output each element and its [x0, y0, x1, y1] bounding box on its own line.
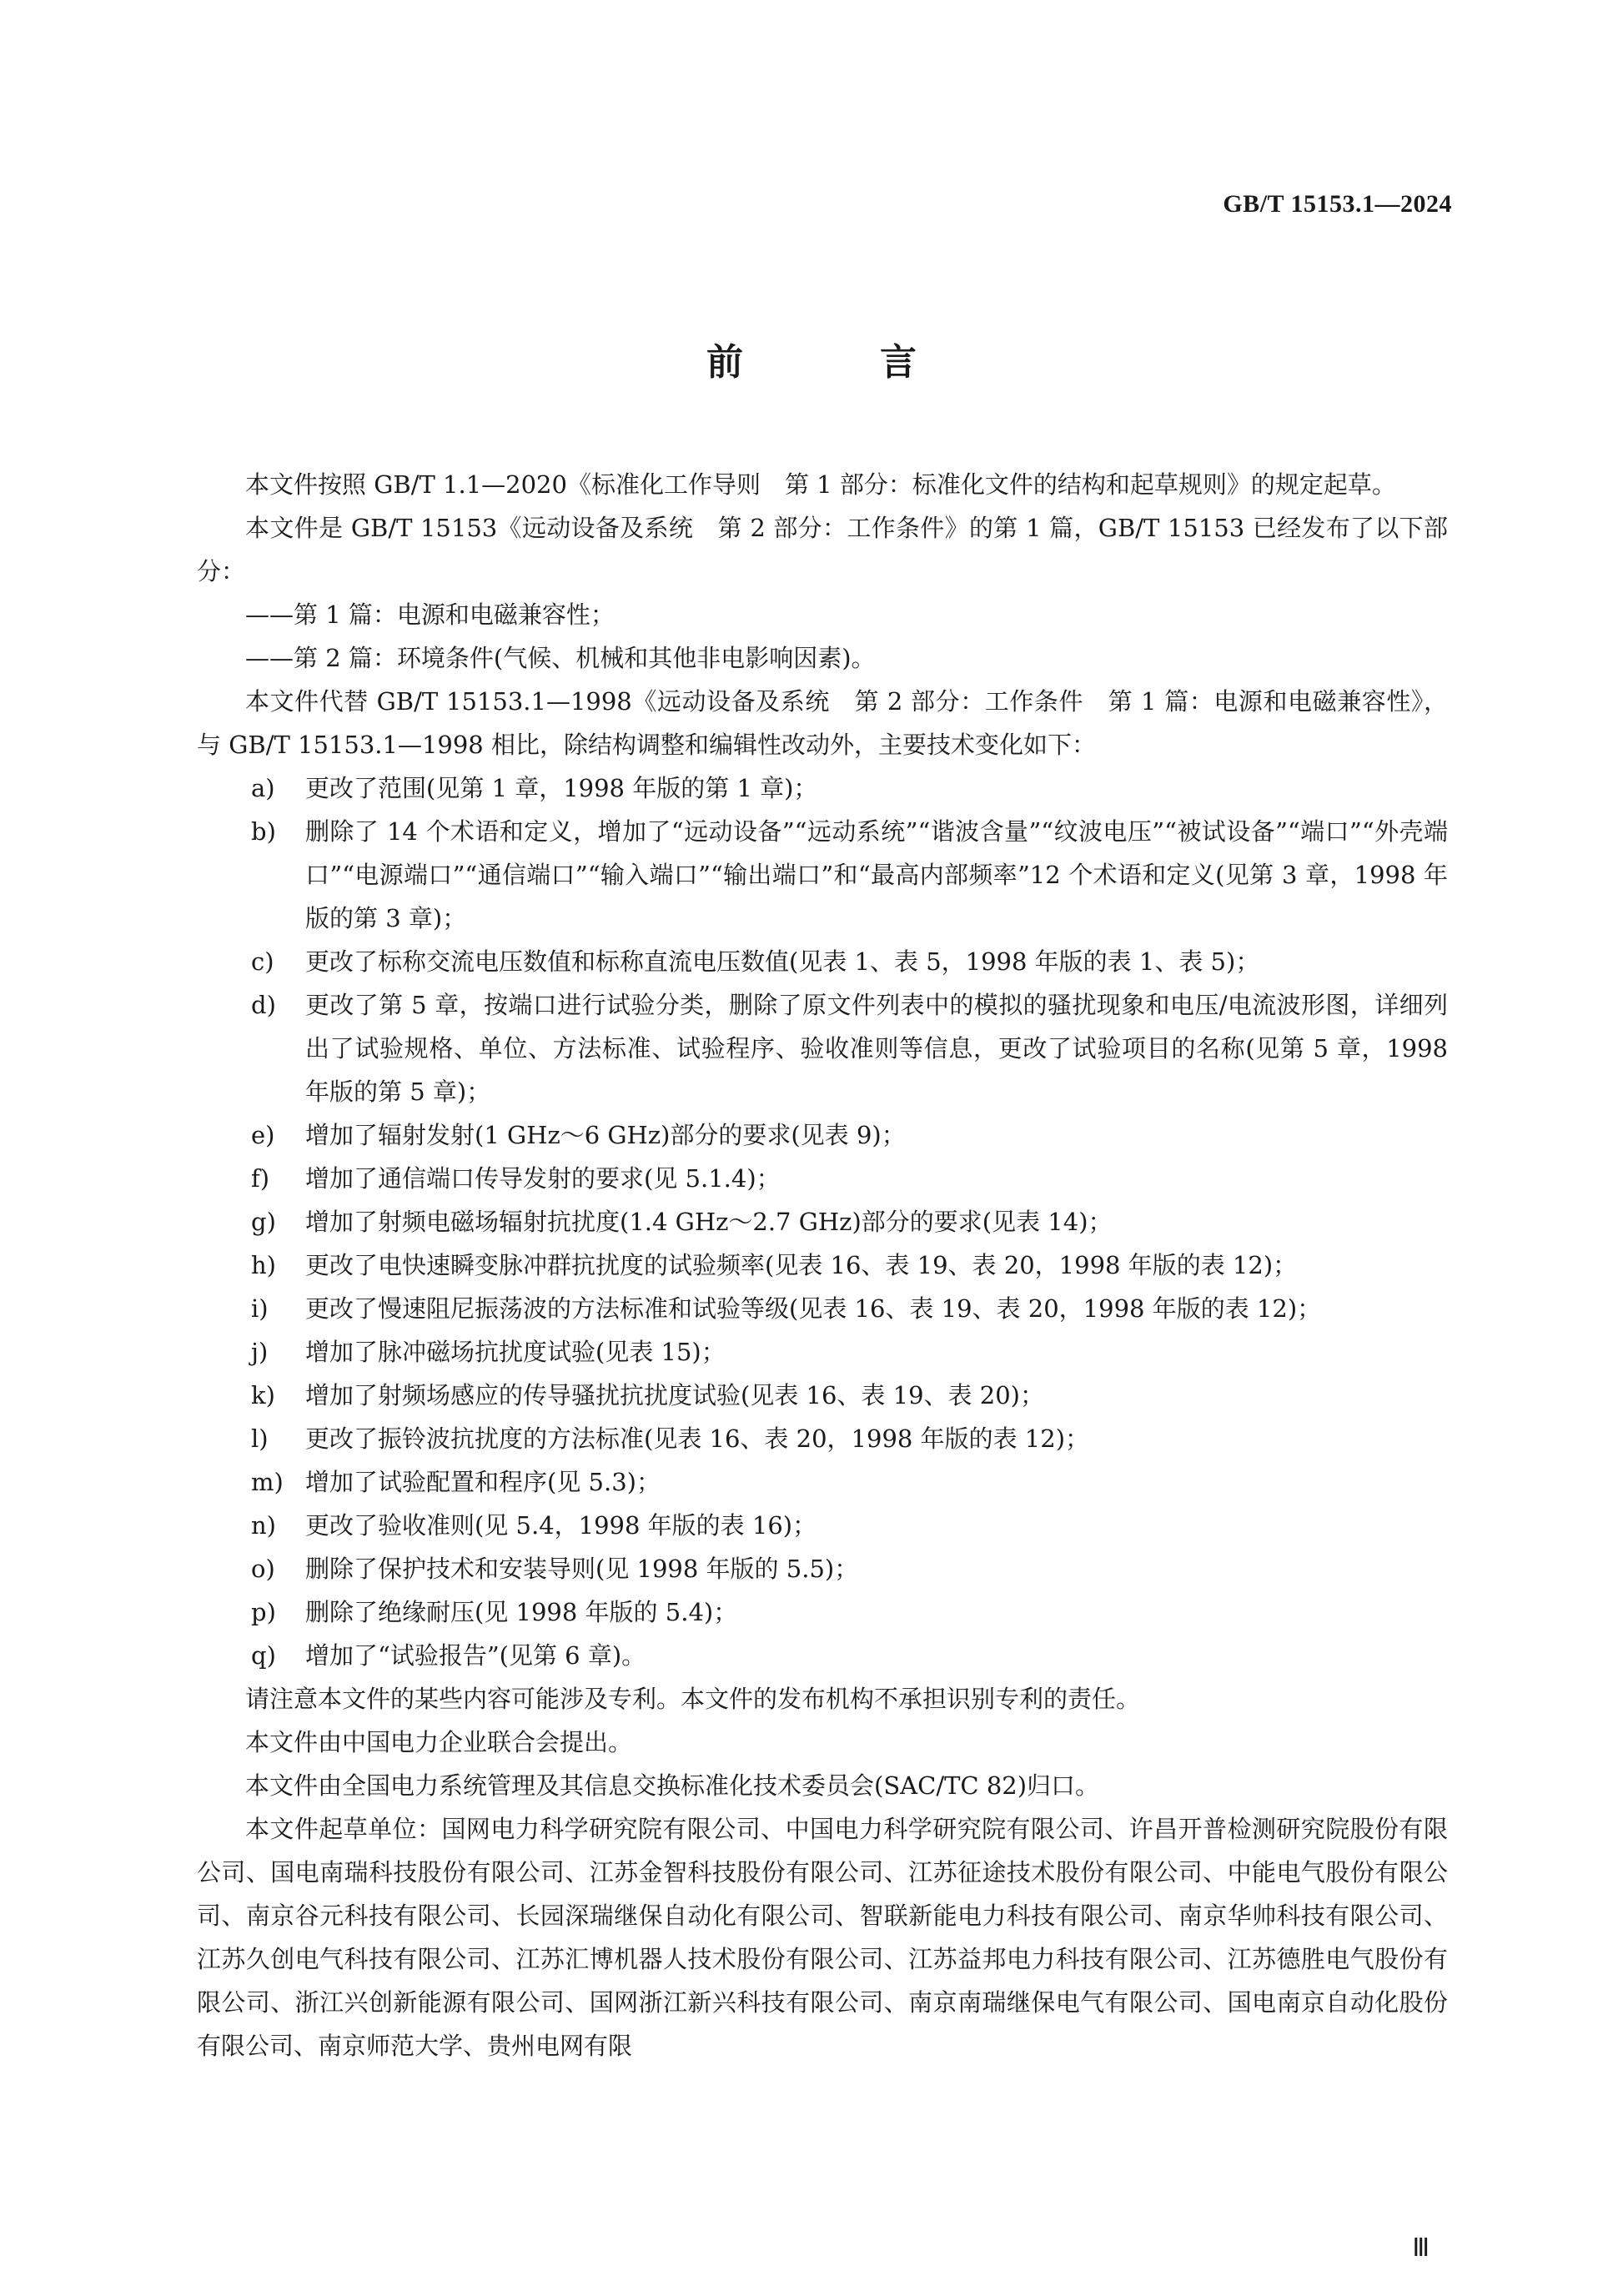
change-item	[197, 1590, 1448, 1634]
change-item-text: 增加了辐射发射(1 GHz～6 GHz)部分的要求(见表 9)；	[305, 1121, 906, 1149]
replace-paragraph: 本文件代替 GB/T 15153.1—1998《远动设备及系统 第 2 部分：工作条件 第 1 篇：电源和电磁兼容性》，与 GB/T 15153.1—1998 相比，除结构调整和编辑性改动外，主要技术变化如下：	[197, 687, 1448, 759]
change-item-text: 更改了振铃波抗扰度的方法标准(见表 16、表 20，1998 年版的表 12)；	[305, 1424, 1090, 1453]
change-item-mark: p)	[251, 1598, 276, 1626]
part-list-item: ——第 1 篇：电源和电磁兼容性；	[245, 600, 615, 629]
changes-list	[197, 766, 1448, 1677]
change-item	[197, 1547, 1448, 1590]
change-item-mark: m)	[251, 1468, 284, 1496]
change-item-text: 删除了 14 个术语和定义，增加了“远动设备”“远动系统”“谐波含量”“纹波电压”“被试设备”“端口”“外壳端口”“电源端口”“通信端口”“输入端口”“输出端口”和“最高内部频率”12 个术语和定义(见第 3 章，1998 年版的第 3 章)；	[305, 817, 1448, 932]
change-item	[197, 1243, 1448, 1287]
change-item-text: 增加了“试验报告”(见第 6 章)。	[305, 1641, 646, 1670]
change-item-mark: o)	[251, 1555, 275, 1583]
change-item	[197, 1330, 1448, 1374]
change-item-text: 增加了射频场感应的传导骚扰抗扰度试验(见表 16、表 19、表 20)；	[305, 1381, 1044, 1409]
change-item-text: 删除了保护技术和安装导则(见 1998 年版的 5.5)；	[305, 1555, 859, 1583]
intro-paragraph: 本文件是 GB/T 15153《远动设备及系统 第 2 部分：工作条件》的第 1 篇，GB/T 15153 已经发布了以下部分：	[197, 514, 1448, 585]
change-item-text: 更改了慢速阻尼振荡波的方法标准和试验等级(见表 16、表 19、表 20，1998 年版的表 12)；	[305, 1294, 1322, 1323]
proposer-paragraph: 本文件由中国电力企业联合会提出。	[245, 1728, 633, 1756]
change-item-mark: d)	[251, 991, 276, 1019]
change-item-text: 更改了验收准则(见 5.4，1998 年版的表 16)；	[305, 1511, 817, 1540]
change-item	[197, 1634, 1448, 1677]
change-item-mark: b)	[251, 817, 276, 846]
document-body	[197, 463, 1448, 2067]
change-item	[197, 1504, 1448, 1547]
change-item	[197, 1113, 1448, 1157]
page-number: Ⅲ	[1412, 2234, 1429, 2262]
drafting-units-paragraph: 本文件起草单位：国网电力科学研究院有限公司、中国电力科学研究院有限公司、许昌开普检测研究院股份有限公司、国电南瑞科技股份有限公司、江苏金智科技股份有限公司、江苏征途技术股份有限公司、中能电气股份有限公司、南京谷元科技有限公司、长园深瑞继保自动化有限公司、智联新能电力科技有限公司、南京华帅科技有限公司、江苏久创电气科技有限公司、江苏汇博机器人技术股份有限公司、江苏益邦电力科技有限公司、江苏德胜电气股份有限公司、浙江兴创新能源有限公司、国网浙江新兴科技有限公司、南京南瑞继保电气有限公司、国电南京自动化股份有限公司、南京师范大学、贵州电网有限	[197, 1815, 1448, 2060]
change-item-mark: k)	[251, 1381, 275, 1409]
change-item-mark: n)	[251, 1511, 276, 1540]
change-item-mark: c)	[251, 947, 274, 976]
committee-paragraph: 本文件由全国电力系统管理及其信息交换标准化技术委员会(SAC/TC 82)归口。	[245, 1771, 1100, 1800]
change-item-mark: l)	[251, 1424, 269, 1453]
standard-number: GB/T 15153.1—2024	[1223, 190, 1452, 218]
change-item	[197, 766, 1448, 810]
intro-paragraph: 本文件按照 GB/T 1.1—2020《标准化工作导则 第 1 部分：标准化文件的结构和起草规则》的规定起草。	[245, 470, 1396, 499]
change-item-mark: i)	[251, 1294, 269, 1323]
change-item-text: 更改了电快速瞬变脉冲群抗扰度的试验频率(见表 16、表 19、表 20，1998 年版的表 12)；	[305, 1251, 1298, 1279]
page-title: 前 言	[706, 341, 967, 384]
change-item-mark: h)	[251, 1251, 276, 1279]
change-item	[197, 940, 1448, 983]
change-item	[197, 1287, 1448, 1330]
change-item	[197, 1417, 1448, 1460]
change-item-mark: j)	[251, 1338, 269, 1366]
change-item-text: 更改了第 5 章，按端口进行试验分类，删除了原文件列表中的模拟的骚扰现象和电压/电流波形图，详细列出了试验规格、单位、方法标准、试验程序、验收准则等信息，更改了试验项目的名称(见第 5 章，1998 年版的第 5 章)；	[305, 991, 1448, 1106]
part-list-item: ——第 2 篇：环境条件(气候、机械和其他非电影响因素)。	[245, 644, 876, 672]
change-item-text: 增加了射频电磁场辐射抗扰度(1.4 GHz～2.7 GHz)部分的要求(见表 14)；	[305, 1208, 1113, 1236]
patent-notice: 请注意本文件的某些内容可能涉及专利。本文件的发布机构不承担识别专利的责任。	[245, 1685, 1141, 1713]
change-item-text: 增加了试验配置和程序(见 5.3)；	[305, 1468, 661, 1496]
change-item-text: 删除了绝缘耐压(见 1998 年版的 5.4)；	[305, 1598, 738, 1626]
change-item-mark: e)	[251, 1121, 275, 1149]
change-item	[197, 1200, 1448, 1243]
change-item	[197, 1157, 1448, 1200]
change-item-text: 增加了通信端口传导发射的要求(见 5.1.4)；	[305, 1164, 781, 1193]
change-item	[197, 1460, 1448, 1504]
change-item-text: 增加了脉冲磁场抗扰度试验(见表 15)；	[305, 1338, 726, 1366]
change-item-text: 更改了标称交流电压数值和标称直流电压数值(见表 1、表 5，1998 年版的表 1、表 5)；	[305, 947, 1260, 976]
change-item	[197, 1374, 1448, 1417]
change-item-mark: f)	[251, 1164, 270, 1193]
change-item	[197, 983, 1448, 1113]
change-item-mark: q)	[251, 1641, 276, 1670]
change-item-mark: g)	[251, 1208, 276, 1236]
change-item-mark: a)	[251, 774, 275, 802]
change-item-text: 更改了范围(见第 1 章，1998 年版的第 1 章)；	[305, 774, 818, 802]
change-item	[197, 810, 1448, 940]
